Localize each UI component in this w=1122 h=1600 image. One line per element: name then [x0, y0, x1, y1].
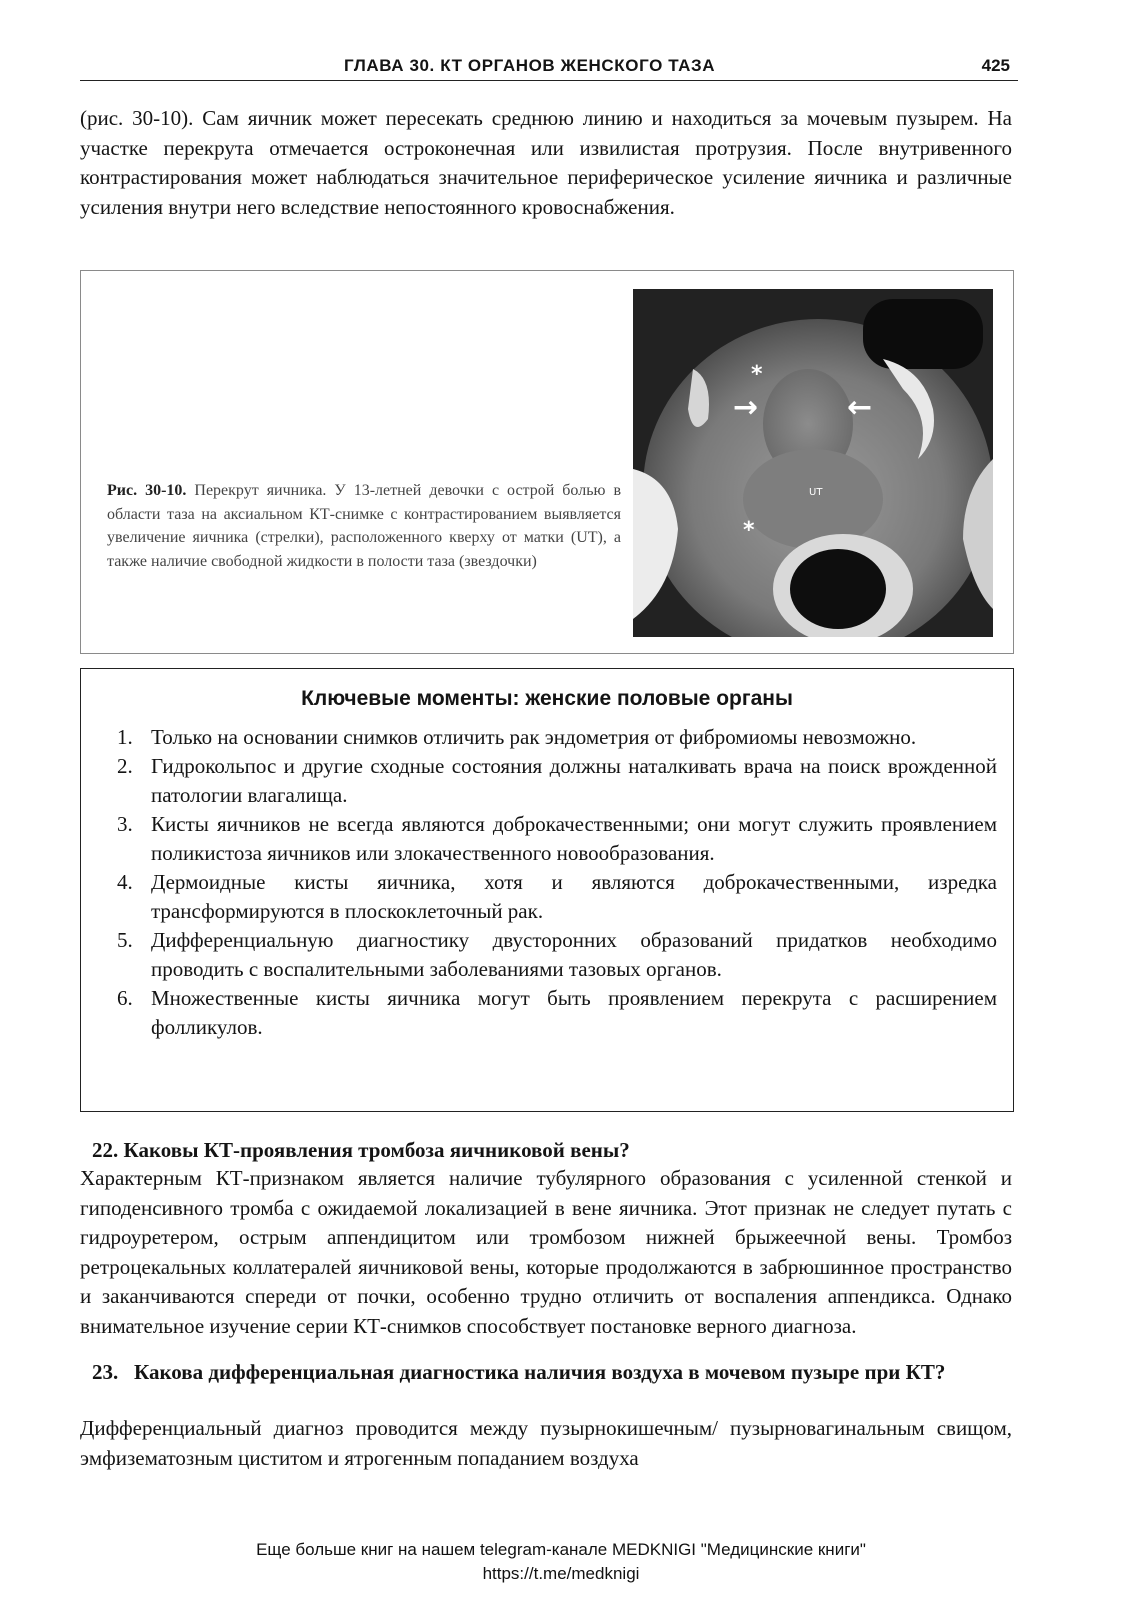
list-item [117, 926, 997, 984]
list-item-text: Кисты яичников не всегда являются доброкачественными; они могут служить проявлением поликистоза яичников или злокачественного новообразования. [151, 812, 997, 865]
key-points-list [117, 723, 997, 1042]
list-item-number: 5. [117, 928, 133, 952]
list-item [117, 723, 997, 752]
page-header [80, 56, 1018, 82]
key-points-box [80, 668, 1014, 1112]
footer-link[interactable]: https://t.me/medknigi [482, 1564, 640, 1583]
figure-caption [107, 479, 621, 573]
chapter-title: ГЛАВА 30. КТ ОРГАНОВ ЖЕНСКОГО ТАЗА [344, 56, 716, 75]
footer-promo-text: Еще больше книг на нашем telegram-канале MEDKNIGI "Медицинские книги" [256, 1540, 866, 1559]
question-number: 22. [92, 1138, 119, 1162]
list-item [117, 810, 997, 868]
figure-caption-label: Рис. 30-10. [107, 482, 187, 499]
arrow-left: → [733, 390, 759, 425]
uterus-label: UT [809, 487, 823, 498]
ct-scan-drawing [633, 289, 993, 637]
list-item [117, 752, 997, 810]
list-item [117, 984, 997, 1042]
list-item-number: 2. [117, 754, 133, 778]
list-item-number: 1. [117, 725, 133, 749]
question-number: 23. [92, 1360, 119, 1384]
rectum-lumen [790, 549, 886, 629]
answer-23: Дифференциальный диагноз проводится между пузырнокишечным/ пузырновагинальным свищом, эмфизематозным циститом и ятрогенным попаданием воздуха [80, 1416, 1012, 1470]
arrow-right: ← [847, 390, 873, 425]
answer-22: Характерным КТ-признаком является наличие тубулярного образования с усиленной стенкой и гиподенсивного тромба с ожидаемой локализацией в вене яичника. Этот признак не следует путать с гидроуретером, острым аппендицитом или тромбозом нижней брыжеечной вены. Тромбоз ретроцекальных коллатералей яичниковой вены, которые продолжаются в забрюшинное пространство и заканчиваются спереди от почки, особенно трудно отличить от воспаления аппендикса. Однако внимательное изучение серии КТ-снимков способствует постановке верного диагноза. [80, 1166, 1012, 1338]
air-bowel [863, 299, 983, 369]
list-item-text: Гидрокольпос и другие сходные состояния должны наталкивать врача на поиск врожденной патологии влагалища. [151, 754, 997, 807]
figure-caption-text: Перекрут яичника. У 13-летней девочки с острой болью в области таза на аксиальном КТ-снимке с контрастированием выявляется увеличение яичника (стрелки), расположенного кверху от матки (UT), а также наличие свободной жидкости в полости таза (звездочки) [107, 482, 621, 570]
question-22-heading [92, 1136, 630, 1165]
question-23-heading [92, 1358, 1012, 1387]
list-item-number: 6. [117, 986, 133, 1010]
list-item-text: Дифференциальную диагностику двусторонних образований придатков необходимо проводить с воспалительными заболеваниями тазовых органов. [151, 928, 997, 981]
uterus [743, 449, 883, 549]
intro-paragraph: (рис. 30-10). Сам яичник может пересекать среднюю линию и находиться за мочевым пузырем. На участке перекрута отмечается остроконечная или извилистая протрузия. После внутривенного контрастирования может наблюдаться значительное периферическое усиление яичника и различные усиления внутри него вследствие непостоянного кровоснабжения. [80, 106, 1012, 219]
list-item [117, 868, 997, 926]
list-item-text: Только на основании снимков отличить рак эндометрия от фибромиомы невозможно. [151, 725, 917, 749]
header-rule [80, 80, 1018, 81]
asterisk-bottom: * [743, 518, 755, 543]
figure-30-10 [80, 270, 1014, 654]
key-points-title: Ключевые моменты: женские половые органы [301, 687, 793, 710]
page-number: 425 [981, 56, 1010, 75]
list-item-text: Дермоидные кисты яичника, хотя и являются доброкачественными, изредка трансформируются в плоскоклеточный рак. [151, 870, 997, 923]
ct-scan-image [633, 289, 993, 637]
question-text: Какова дифференциальная диагностика наличия воздуха в мочевом пузыре при КТ? [134, 1360, 946, 1384]
question-text: Каковы КТ-проявления тромбоза яичниковой вены? [123, 1138, 630, 1162]
list-item-number: 4. [117, 870, 133, 894]
list-item-number: 3. [117, 812, 133, 836]
list-item-text: Множественные кисты яичника могут быть проявлением перекрута с расширением фолликулов. [151, 986, 997, 1039]
asterisk-top: * [751, 362, 763, 387]
